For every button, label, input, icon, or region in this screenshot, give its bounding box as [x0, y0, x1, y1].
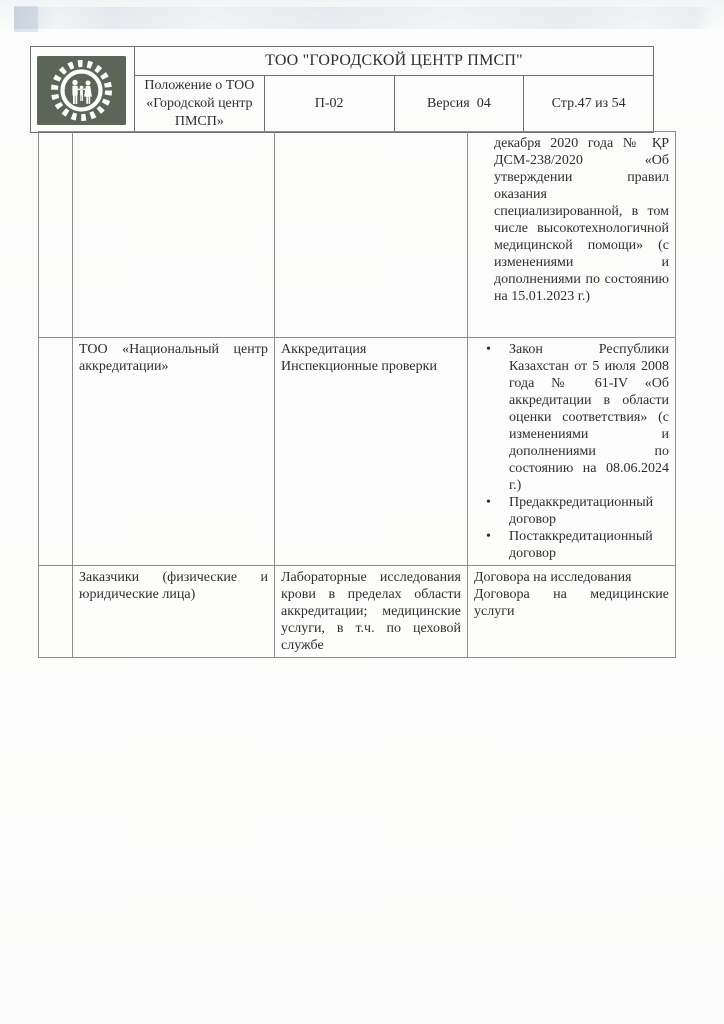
document-item-text: Предаккредитационный договор	[509, 495, 654, 527]
bullet-icon: •	[486, 495, 491, 510]
counterparty-cell	[73, 338, 275, 566]
doc-version: Версия 04	[394, 76, 524, 133]
documents-cell	[468, 132, 676, 338]
document-item-text: Закон Республики Казахстан от 5 июля 2008 года № 61-IV «Об аккредитации в области оценки соответствия» (с изменениями и дополнениями по состоянию на 08.06.2024 г.)	[509, 342, 669, 493]
doc-title: Положение о ТОО «Городской центр ПМСП»	[135, 76, 265, 133]
row-number-cell	[39, 338, 73, 566]
counterparty-cell	[73, 132, 275, 338]
doc-code: П-02	[264, 76, 394, 133]
subject-cell	[275, 132, 468, 338]
org-title: ТОО "ГОРОДСКОЙ ЦЕНТР ПМСП"	[135, 47, 654, 76]
document-header	[30, 46, 654, 133]
subject-text: Лабораторные исследования крови в пределах области аккредитации; медицинские услуги, в т.ч. по цеховой службе	[281, 570, 461, 653]
subject-line: Аккредитация	[281, 342, 367, 357]
subject-line: Инспекционные проверки	[281, 359, 437, 374]
org-logo-cell	[31, 47, 135, 133]
table-row	[39, 132, 676, 338]
counterparty-text: Заказчики (физические и юридические лица)	[79, 570, 268, 602]
documents-cell	[468, 566, 676, 658]
table-row	[39, 566, 676, 658]
table-row	[39, 338, 676, 566]
partners-table	[38, 131, 676, 658]
subject-cell	[275, 338, 468, 566]
bullet-icon: •	[486, 529, 491, 544]
document-list-item	[474, 528, 669, 562]
subject-cell	[275, 566, 468, 658]
document-item-text: Договора на медицинские услуги	[474, 587, 669, 619]
page-number: Стр.47 из 54	[524, 76, 654, 133]
document-list-item	[474, 341, 669, 494]
row-number-cell	[39, 132, 73, 338]
document-item-text: Договора на исследования	[474, 570, 632, 585]
counterparty-text: ТОО «Национальный центр аккредитации»	[79, 342, 268, 374]
document-list-item	[474, 494, 669, 528]
bullet-icon: •	[486, 342, 491, 357]
document-item-text: Постаккредитационный договор	[509, 529, 653, 561]
counterparty-cell	[73, 566, 275, 658]
family-logo-icon	[37, 56, 126, 125]
documents-cell	[468, 338, 676, 566]
row-number-cell	[39, 566, 73, 658]
scan-artifact-band	[14, 7, 714, 29]
scan-artifact-patch	[14, 6, 38, 32]
documents-continuation-text: декабря 2020 года № ҚР ДСМ-238/2020 «Об утверждении правил оказания специализированной, в том числе высокотехнологичной медицинской помощи» (с изменениями и дополнениями по состоянию на 15.01.2023 г.)	[494, 136, 669, 304]
